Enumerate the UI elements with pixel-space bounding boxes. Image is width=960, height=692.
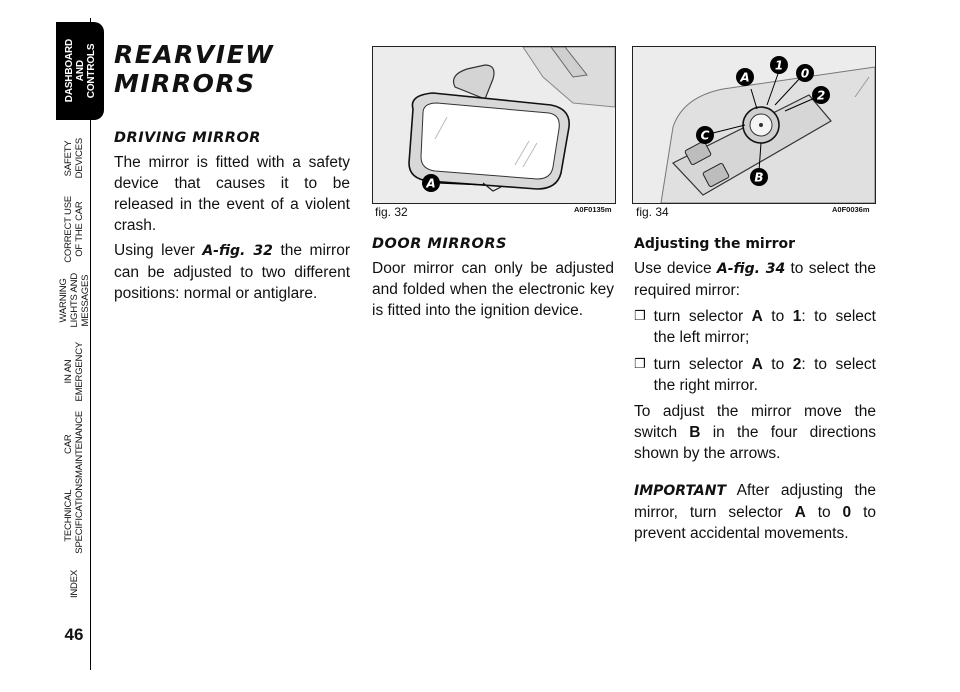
important-label: IMPORTANT: [634, 483, 727, 499]
figure-34-mirror-controls: [632, 46, 876, 204]
figure-34-code: A0F0036m: [832, 205, 870, 214]
tab-warning-lights[interactable]: WARNING LIGHTS AND MESSAGES: [57, 272, 91, 328]
tab-dashboard-and-controls[interactable]: DASHBOARD AND CONTROLS: [56, 22, 104, 120]
figure-reference[interactable]: A-fig. 34: [716, 261, 786, 277]
callout-a-label: A: [740, 70, 750, 85]
section-tabs: [0, 0, 100, 692]
callout-2-label: 2: [816, 88, 826, 103]
figure-32-code: A0F0135m: [574, 205, 612, 214]
adjusting-mirror-heading: Adjusting the mirror: [634, 236, 796, 252]
page-title: REARVIEW MIRRORS: [114, 40, 275, 98]
callout-b-label: B: [754, 170, 764, 185]
bullet-item: ❒ turn selector A to 2: to select the right mirror.: [634, 356, 876, 394]
door-mirrors-paragraph: Door mirror can only be adjusted and folded when the electronic key is fitted into the ignition device.: [372, 260, 614, 319]
tab-safety-devices[interactable]: SAFETY DEVICES: [63, 137, 85, 179]
tab-correct-use[interactable]: CORRECT USE OF THE CAR: [63, 195, 85, 263]
door-mirrors-section: [372, 236, 614, 321]
figure-reference[interactable]: A-fig. 32: [202, 243, 273, 259]
page-number: 46: [64, 625, 84, 644]
adjusting-mirror-intro: Use device A-fig. 34 to select the required mirror:: [634, 260, 876, 299]
rearview-mirror-illustration: [373, 47, 615, 203]
adjust-instructions-paragraph: To adjust the mirror move the switch B in the four directions shown by the arrows.: [634, 403, 876, 462]
tab-technical-specifications[interactable]: TECHNICAL SPECIFICATIONS: [63, 478, 85, 554]
figure-34-caption: fig. 34: [636, 205, 669, 219]
bullet-box-icon: ❒: [634, 357, 646, 372]
mirror-control-illustration: [633, 47, 875, 203]
driving-mirror-paragraph-1: The mirror is fitted with a safety device that causes it to be released in the event of a violent crash.: [114, 154, 350, 234]
tab-index[interactable]: INDEX: [68, 569, 80, 599]
bullet-item: ❒ turn selector A to 1: to select the left mirror;: [634, 308, 876, 346]
driving-mirror-paragraph-2: Using lever A-fig. 32 the mirror can be adjusted to two different positions: normal or antiglare.: [114, 242, 350, 302]
callout-c-label: C: [700, 128, 710, 143]
bullet-box-icon: ❒: [634, 309, 646, 324]
callout-a-label: A: [426, 176, 436, 191]
adjusting-mirror-section: [634, 236, 876, 544]
driving-mirror-section: [114, 130, 350, 304]
figure-32-caption: fig. 32: [375, 205, 408, 219]
figure-32-rearview-mirror: [372, 46, 616, 204]
callout-0-label: 0: [800, 66, 810, 81]
important-note: IMPORTANT After adjusting the mirror, turn selector A to 0 to prevent accidental movements.: [634, 482, 877, 542]
callout-1-label: 1: [774, 58, 784, 73]
tab-in-an-emergency[interactable]: IN AN EMERGENCY: [63, 342, 85, 402]
tab-car-maintenance[interactable]: CAR MAINTENANCE: [63, 410, 85, 478]
door-mirrors-heading: DOOR MIRRORS: [372, 236, 507, 252]
driving-mirror-heading: DRIVING MIRROR: [114, 130, 261, 146]
